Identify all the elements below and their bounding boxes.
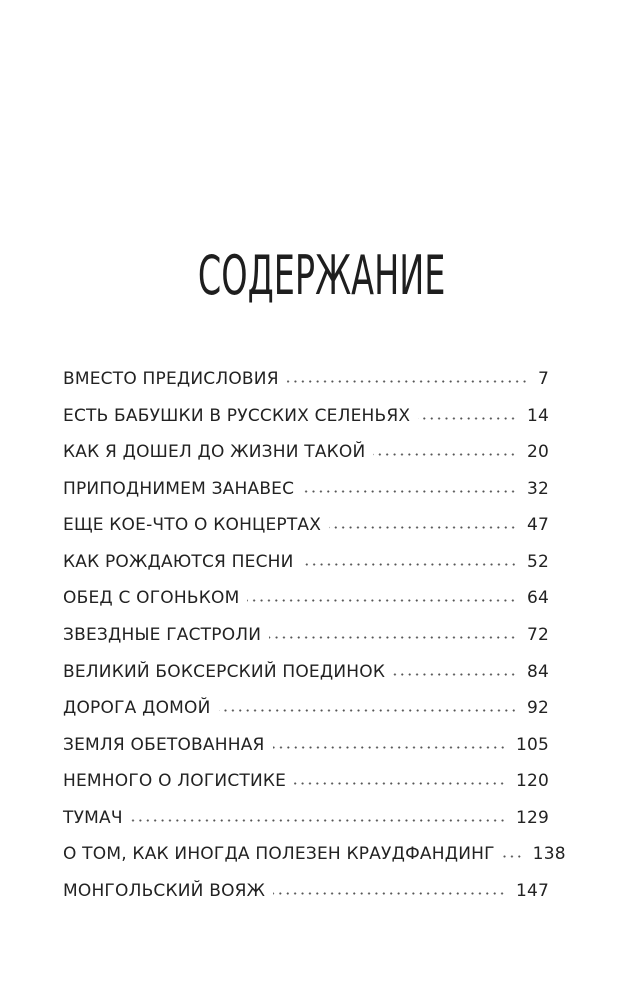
toc-entry-page: 72 [526,624,549,645]
toc-entry [63,440,549,477]
toc-entry-title: ОБЕД С ОГОНЬКОМ [63,588,240,609]
table-of-contents [63,367,566,915]
toc-entry [63,477,549,514]
dot-leader [131,819,506,822]
toc-entry-title: ВМЕСТО ПРЕДИСЛОВИЯ [63,369,279,389]
toc-entry-title: МОНГОЛЬСКИЙ ВОЯЖ [63,880,266,901]
toc-entry-page: 147 [515,880,549,901]
toc-entry-title: ЕЩЕ КОЕ-ЧТО О КОНЦЕРТАХ [63,515,322,536]
toc-entry-title: ЗВЕЗДНЫЕ ГАСТРОЛИ [63,624,262,645]
dot-leader [503,855,523,858]
toc-entry-title: ВЕЛИКИЙ БОКСЕРСКИЙ ПОЕДИНОК [63,661,386,682]
toc-entry-title: НЕМНОГО О ЛОГИСТИКЕ [63,771,287,792]
dot-leader [247,599,517,602]
dot-leader [329,526,517,529]
dot-leader [219,709,517,712]
toc-entry-page: 52 [526,551,549,572]
toc-entry [63,513,549,550]
toc-entry-page: 64 [526,588,549,609]
toc-entry-title: КАК РОЖДАЮТСЯ ПЕСНИ [63,551,294,572]
toc-entry-page: 92 [526,698,549,719]
dot-leader [418,417,517,420]
toc-entry [63,367,549,404]
toc-entry-page: 14 [526,405,549,426]
toc-entry [63,550,549,587]
toc-entry-page: 105 [515,734,549,755]
toc-entry [63,404,549,441]
toc-entry [63,806,549,843]
toc-entry-title: ЗЕМЛЯ ОБЕТОВАННАЯ [63,734,265,755]
toc-entry-page: 20 [526,442,549,463]
dot-leader [269,636,517,639]
toc-entry-page: 47 [526,515,549,536]
toc-entry-page: 84 [526,661,549,682]
page-title-text: СОДЕРЖАНИЕ [198,244,446,308]
toc-entry [63,623,549,660]
toc-entry-page: 129 [515,807,549,828]
dot-leader [273,746,506,749]
dot-leader [294,782,506,785]
dot-leader [393,673,517,676]
dot-leader [273,892,506,895]
toc-entry-page: 32 [526,478,549,499]
toc-entry-title: ДОРОГА ДОМОЙ [63,698,211,719]
page-title [0,244,644,308]
toc-entry-title: ТУМАЧ [63,807,123,828]
toc-entry [63,660,549,697]
toc-entry [63,586,549,623]
toc-entry-title: ПРИПОДНИМЕМ ЗАНАВЕС [63,478,295,499]
toc-entry-title: КАК Я ДОШЕЛ ДО ЖИЗНИ ТАКОЙ [63,442,366,463]
toc-entry-page: 138 [532,844,566,865]
toc-entry [63,842,566,879]
dot-leader [287,380,528,383]
toc-entry-title: О ТОМ, КАК ИНОГДА ПОЛЕЗЕН КРАУДФАНДИНГ [63,844,495,865]
toc-entry-page: 7 [537,369,549,389]
toc-entry [63,696,549,733]
toc-entry [63,733,549,770]
toc-entry-page: 120 [515,771,549,792]
toc-entry-title: ЕСТЬ БАБУШКИ В РУССКИХ СЕЛЕНЬЯХ [63,405,411,426]
dot-leader [373,453,517,456]
toc-entry [63,879,549,916]
dot-leader [302,490,517,493]
toc-entry [63,769,549,806]
dot-leader [302,563,517,566]
